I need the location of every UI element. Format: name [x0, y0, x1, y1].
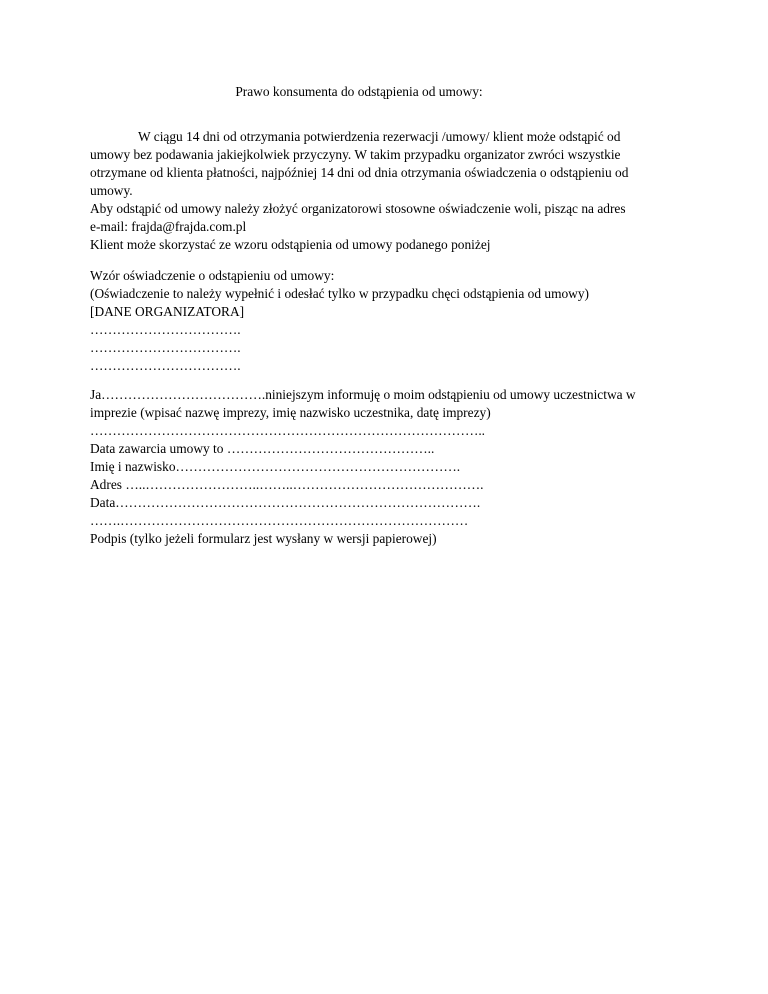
paragraph-line: Klient może skorzystać ze wzoru odstąpienia od umowy podanego poniżej	[90, 237, 491, 252]
template-title: Wzór oświadczenie o odstąpieniu od umowy:	[90, 268, 335, 283]
withdrawal-form-block	[90, 386, 690, 548]
organizer-data-label: [DANE ORGANIZATORA]	[90, 304, 245, 319]
blank-line: ……………………………………………………………………………..	[90, 423, 486, 438]
template-note: (Oświadczenie to należy wypełnić i odesłać tylko w przypadku chęci odstąpienia od umowy)	[90, 286, 590, 301]
name-field: Imię i nazwisko……………………………………………………….	[90, 459, 461, 474]
address-field: Adres …..……………………..……..…………………………………….	[90, 477, 484, 492]
paragraph-line: umowy bez podawania jakiejkolwiek przyczyny. W takim przypadku organizator zwróci wszystkie	[90, 147, 621, 162]
date-field: Data……………………………………………………………………….	[90, 495, 481, 510]
signature-label: Podpis (tylko jeżeli formularz jest wysłany w wersji papierowej)	[90, 531, 437, 546]
signature-blank: …….……………………………………………………………………	[90, 513, 469, 528]
paragraph-line: W ciągu 14 dni od otrzymania potwierdzenia rezerwacji /umowy/ klient może odstąpić od	[138, 129, 621, 144]
document-title: Prawo konsumenta do odstąpienia od umowy:	[235, 84, 483, 99]
declaration-line: Ja……………………………….niniejszym informuję o moim odstąpieniu od umowy uczestnictwa w	[90, 387, 636, 402]
paragraph-line: otrzymane od klienta płatności, najpóźniej 14 dni od dnia otrzymania oświadczenia o odstąpieniu od	[90, 165, 629, 180]
consumer-rights-paragraph	[90, 128, 690, 254]
organizer-data-blank: …………………………….	[90, 322, 241, 337]
contract-date-field: Data zawarcia umowy to ………………………………………..	[90, 441, 435, 456]
declaration-line: imprezie (wpisać nazwę imprezy, imię nazwisko uczestnika, datę imprezy)	[90, 405, 491, 420]
organizer-data-blank: …………………………….	[90, 358, 241, 373]
organizer-data-blank: …………………………….	[90, 340, 241, 355]
paragraph-line: Aby odstąpić od umowy należy złożyć organizatorowi stosowne oświadczenie woli, pisząc na adres	[90, 201, 626, 216]
email-line: e-mail: frajda@frajda.com.pl	[90, 219, 247, 234]
paragraph-line: umowy.	[90, 183, 133, 198]
template-header-block	[90, 267, 690, 375]
